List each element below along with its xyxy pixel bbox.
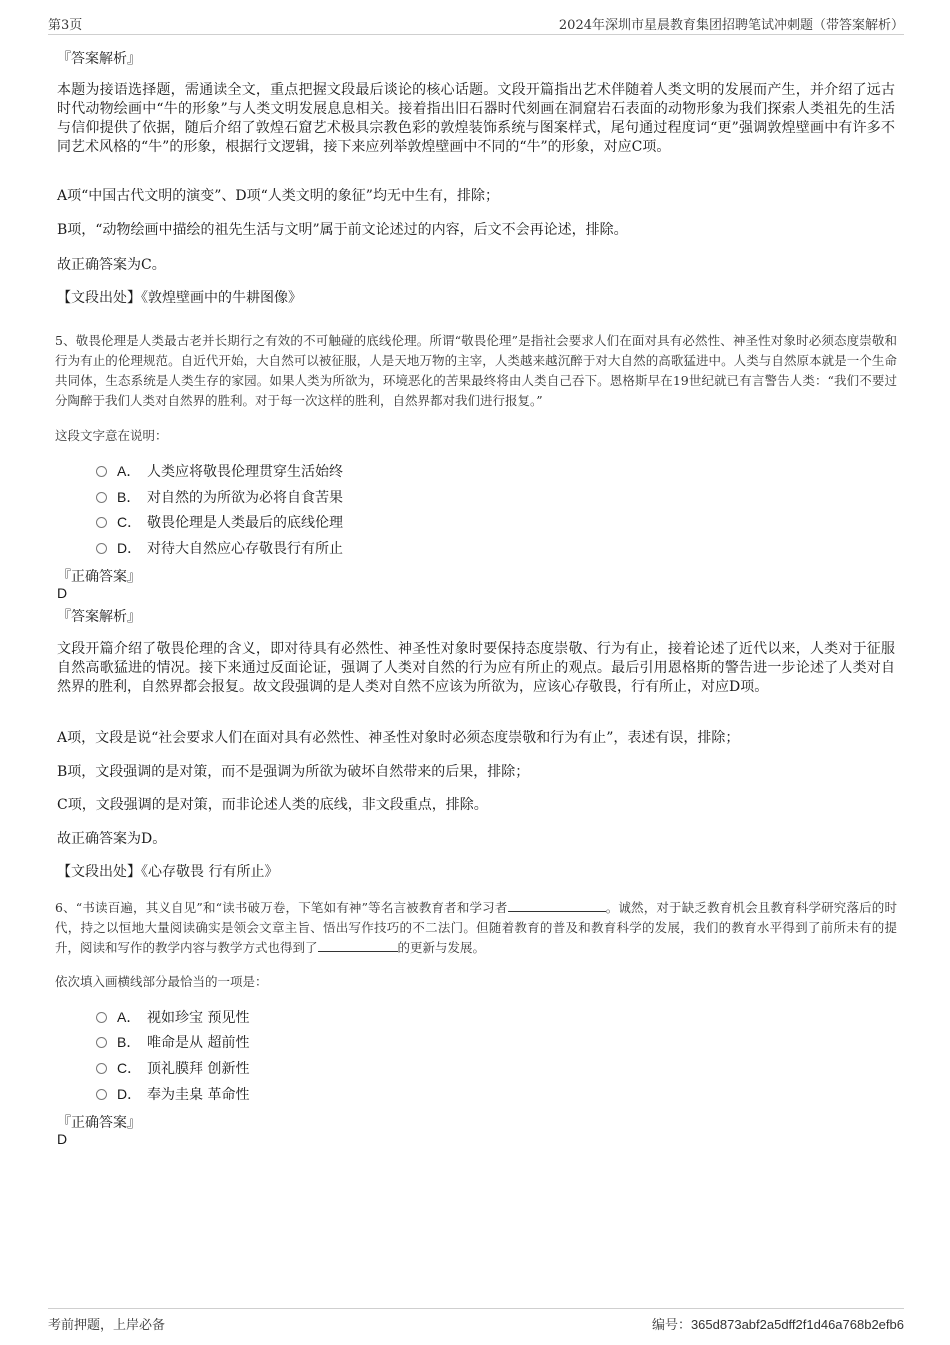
radio-icon[interactable] [96,492,107,503]
page-footer [48,1308,904,1334]
q5-answer-label: 『正确答案』 [57,569,141,585]
radio-icon[interactable] [96,517,107,528]
radio-icon[interactable] [96,1063,107,1074]
q5-conclusion: 故正确答案为D。 [57,831,167,847]
fill-blank-1 [508,899,606,912]
q5-source: 【文段出处】《心存敬畏 行有所止》 [57,864,279,880]
radio-icon[interactable] [96,1037,107,1048]
q6-option-c[interactable]: C． 顶礼膜拜 创新性 [96,1057,249,1079]
footer-code: 编号：365d873abf2a5dff2f1d46a768b2efb6 [651,1317,904,1333]
q5-stem: 5、敬畏伦理是人类最古老并长期行之有效的不可触碰的底线伦理。所谓“敬畏伦理”是指社会要求人们在面对具有必然性、神圣性对象时必须态度崇敬和行为有止的伦理规范。自近代开始，大自然可以被征服，人是天地万物的主宰，人类越来越沉醉于对大自然的高歌猛进中。人类与自然原本就是一个生命共同体，生态系统是人类生存的家园。如果人类为所欲为，环境恶化的苦果最终将由人类自己吞下。恩格斯早在19世纪就已有言警告人类：“我们不要过分陶醉于我们人类对自然界的胜利。对于每一次这样的胜利，自然界都对我们进行报复。” [55,333,897,408]
q6-answer: D [57,1131,68,1147]
radio-icon[interactable] [96,543,107,554]
radio-icon[interactable] [96,1012,107,1023]
q4-note-b: B项，“动物绘画中描绘的祖先生活与文明”属于前文论述过的内容，后文不会再论述，排除。 [57,222,628,238]
q5-analysis-text: 文段开篇介绍了敬畏伦理的含义，即对待具有必然性、神圣性对象时要保持态度崇敬、行为有止，接着论述了近代以来，人类对于征服自然高歌猛进的情况。接下来通过反面论证，强调了人类对自然的行为应有所止的观点。最后引用恩格斯的警告进一步论述了人类对自然界的胜利，自然界都会报复。故文段强调的是人类对自然不应该为所欲为，应该心存敬畏，行有所止，对应D项。 [57,641,895,695]
q5-note-b: B项，文段强调的是对策，而不是强调为所欲为破坏自然带来的后果，排除； [57,764,530,780]
footer-slogan: 考前押题，上岸必备 [48,1318,166,1333]
q4-source: 【文段出处】《敦煌壁画中的牛耕图像》 [57,290,302,306]
q5-option-c[interactable]: C． 敬畏伦理是人类最后的底线伦理 [96,511,343,533]
radio-icon[interactable] [96,466,107,477]
q5-analysis-label: 『答案解析』 [57,609,141,625]
q5-note-c: C项，文段强调的是对策，而非论述人类的底线，非文段重点，排除。 [57,797,488,813]
q5-option-d[interactable]: D． 对待大自然应心存敬畏行有所止 [96,537,343,559]
q5-prompt: 这段文字意在说明： [55,428,168,443]
q6-prompt: 依次填入画横线部分最恰当的一项是： [55,974,268,989]
q6-answer-label: 『正确答案』 [57,1115,141,1131]
q6-stem: 6、“书读百遍，其义自见”和“读书破万卷，下笔如有神”等名言被教育者和学习者 。诚然，对于缺乏教育机会且教育科学研究落后的时代，持之以恒地大量阅读确实是领会文章主旨、悟出写作技巧的不二法门。但随着教育的普及和教育科学的发展，我们的教育水平得到了前所未有的提升，阅读和写作的教学内容与教学方式也得到了 的更新与发展。 [55,900,897,955]
q6-option-a[interactable]: A． 视如珍宝 预见性 [96,1006,249,1028]
page-number: 第3页 [48,18,83,33]
q4-analysis-label: 『答案解析』 [57,51,141,67]
fill-blank-2 [318,939,398,952]
radio-icon[interactable] [96,1089,107,1100]
q4-analysis-text: 本题为接语选择题，需通读全文，重点把握文段最后谈论的核心话题。文段开篇指出艺术伴随着人类文明的发展而产生，并介绍了远古时代动物绘画中“牛的形象”与人类文明发展息息相关。接着指出旧石器时代刻画在洞窟岩石表面的动物形象为我们探索人类祖先的生活与信仰提供了依据，随后介绍了敦煌石窟艺术极具宗教色彩的敦煌装饰系统与图案样式，尾句通过程度词“更”强调敦煌壁画中有许多不同艺术风格的“牛”的形象，根据行文逻辑，接下来应列举敦煌壁画中不同的“牛”的形象，对应C项。 [57,82,895,155]
q5-answer: D [57,585,68,601]
document-title: 2024年深圳市星晨教育集团招聘笔试冲刺题（带答案解析） [558,18,904,33]
q5-note-a: A项，文段是说“社会要求人们在面对具有必然性、神圣性对象时必须态度崇敬和行为有止”，表述有误，排除； [57,730,740,746]
q5-option-b[interactable]: B． 对自然的为所欲为必将自食苦果 [96,486,343,508]
q6-option-d[interactable]: D． 奉为圭臬 革命性 [96,1083,249,1105]
page-header [48,14,904,35]
q5-option-a[interactable]: A． 人类应将敬畏伦理贯穿生活始终 [96,460,343,482]
q4-note-a: A项“中国古代文明的演变”、D项“人类文明的象征”均无中生有，排除； [57,188,499,204]
q4-conclusion: 故正确答案为C。 [57,257,166,273]
q6-option-b[interactable]: B． 唯命是从 超前性 [96,1031,249,1053]
